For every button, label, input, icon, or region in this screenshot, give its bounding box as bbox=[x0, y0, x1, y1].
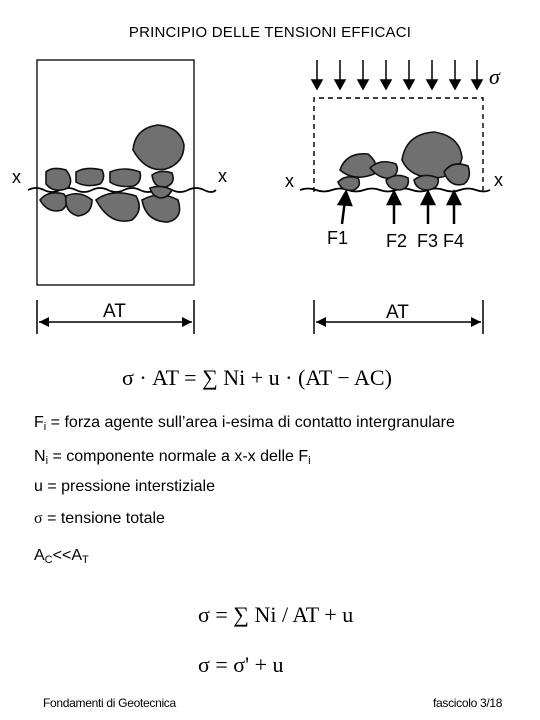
equation-main-text: σ · AT = ∑ Ni + u · (AT − AC) bbox=[122, 365, 392, 390]
right-grains bbox=[338, 132, 469, 190]
left-grain bbox=[66, 194, 92, 216]
def-ac-a1: A bbox=[34, 547, 45, 564]
definition-n bbox=[34, 448, 311, 467]
right-grain bbox=[414, 175, 438, 190]
def-sigma-symbol: σ bbox=[34, 510, 43, 527]
equations-bottom bbox=[190, 572, 380, 690]
left-grain bbox=[40, 193, 67, 211]
left-x-label-left: x bbox=[12, 167, 21, 187]
left-grain bbox=[152, 171, 173, 187]
def-n-text: = componente normale a x-x delle F bbox=[48, 448, 309, 465]
left-grains bbox=[40, 125, 184, 222]
left-grain bbox=[110, 169, 140, 187]
force-label-2 bbox=[386, 231, 407, 251]
force-3: F3 bbox=[417, 231, 439, 251]
left-grain-large bbox=[133, 125, 184, 170]
right-grain bbox=[386, 175, 408, 190]
def-f-text: = forza agente sull’area i-esima di contatto intergranulare bbox=[46, 414, 455, 431]
def-ac-s1: C bbox=[44, 554, 53, 566]
right-area-label: AT bbox=[386, 302, 409, 323]
page-title: PRINCIPIO DELLE TENSIONI EFFICACI bbox=[128, 24, 412, 41]
force-label-4 bbox=[443, 231, 464, 251]
def-ac-mid: <<A bbox=[52, 547, 82, 564]
right-diagram bbox=[285, 60, 503, 334]
footer-course: Fondamenti di Geotecnica bbox=[43, 696, 176, 710]
force-labels bbox=[327, 228, 464, 251]
equation-main bbox=[110, 355, 440, 397]
force-1: F1 bbox=[327, 228, 349, 248]
right-grain bbox=[340, 154, 376, 177]
equation-3: σ = σ' + u bbox=[198, 652, 284, 677]
definition-sigma bbox=[34, 510, 165, 528]
def-f-symbol: F bbox=[34, 414, 44, 431]
force-arrows bbox=[339, 192, 460, 224]
def-u-text: u = pressione interstiziale bbox=[34, 478, 215, 495]
left-grain bbox=[142, 195, 180, 222]
sigma-label: σ bbox=[489, 64, 500, 89]
sigma-load-arrows bbox=[312, 60, 482, 89]
def-f-sub: i bbox=[43, 421, 47, 433]
force-2: F2 bbox=[386, 231, 408, 251]
left-x-label-right: x bbox=[218, 166, 227, 186]
def-ac-s2: T bbox=[81, 554, 89, 566]
left-grain bbox=[46, 168, 71, 190]
definition-u bbox=[34, 478, 215, 496]
definition-ac bbox=[34, 547, 89, 566]
right-x-label-right: x bbox=[494, 170, 503, 190]
left-grain bbox=[96, 193, 139, 221]
force-4: F4 bbox=[443, 231, 465, 251]
def-n-symbol: N bbox=[34, 448, 46, 465]
force-label-3 bbox=[417, 231, 438, 251]
def-n-sub: i bbox=[45, 455, 49, 467]
right-x-label-left: x bbox=[285, 171, 294, 191]
footer-page: fascicolo 3/18 bbox=[433, 696, 503, 710]
right-grain bbox=[444, 164, 469, 185]
definition-f bbox=[34, 414, 455, 433]
left-diagram bbox=[12, 60, 227, 334]
force-label-1 bbox=[327, 228, 348, 248]
left-grain bbox=[76, 168, 104, 185]
equation-2: σ = ∑ Ni / AT + u bbox=[198, 602, 354, 627]
def-sigma-text: = tensione totale bbox=[42, 510, 165, 527]
def-n-trail-sub: i bbox=[308, 455, 311, 467]
left-area-label: AT bbox=[103, 301, 126, 322]
